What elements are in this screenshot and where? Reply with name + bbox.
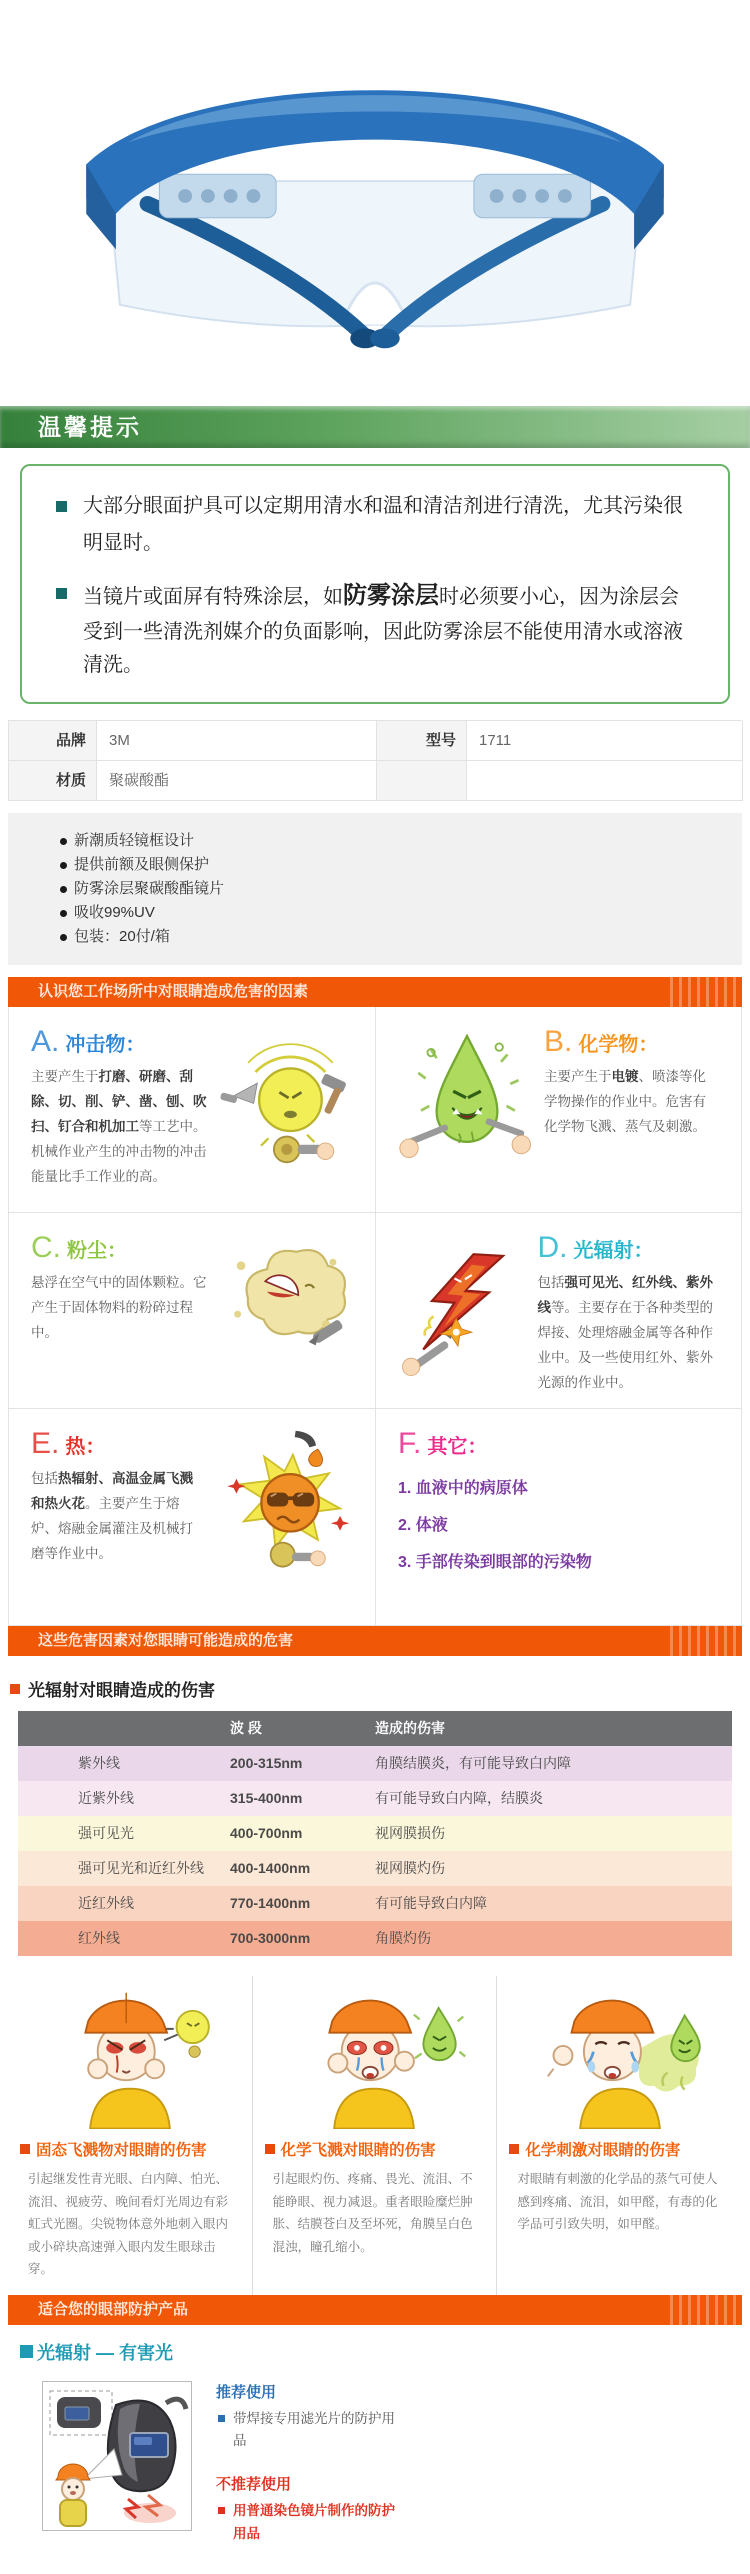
spec-label: 型号 <box>377 721 467 761</box>
hazard-cell-dust <box>9 1213 375 1409</box>
tip-item <box>52 490 698 563</box>
square-bullet-icon <box>509 2144 519 2154</box>
hazard-heading: A. 冲击物： <box>31 1025 146 1059</box>
spec-value: 3M <box>97 721 377 761</box>
spec-label: 材质 <box>9 761 97 801</box>
square-bullet-icon <box>10 1684 20 1694</box>
hazard-heading: E. 热： <box>31 1427 106 1461</box>
table-row: 强可见光和近红外线 400-1400nm 视网膜灼伤 <box>18 1851 732 1886</box>
other-hazard-list <box>398 1471 719 1581</box>
list-item: 吸收99%UV <box>60 901 722 925</box>
table-row: 近红外线 770-1400nm 有可能导致白内障 <box>18 1886 732 1921</box>
dot-bullet-icon <box>60 862 67 869</box>
table-header-row: 波 段 造成的伤害 <box>18 1711 732 1746</box>
heat-illustration <box>205 1427 353 1575</box>
recommended-block <box>216 2381 466 2454</box>
worker-chemical-vapor-illustration <box>525 1981 715 2129</box>
small-square-bullet-icon <box>218 2507 225 2514</box>
impact-illustration <box>215 1039 353 1177</box>
dot-bullet-icon <box>60 910 67 917</box>
hazard-cell-heat <box>9 1409 375 1625</box>
tip-text: 当镜片或面屏有特殊涂层，如防雾涂层时必须要小心，因为涂层会受到一些清洗剂媒介的负面影响，因此防雾涂层不能使用清水或溶液清洗。 <box>83 582 683 677</box>
bottom-whitespace <box>0 2546 750 2574</box>
injury-column-solid <box>8 1976 253 2295</box>
table-row: 红外线 700-3000nm 角膜灼伤 <box>18 1921 732 1956</box>
injury-column-chemical-splash <box>253 1976 498 2295</box>
spec-label: 品牌 <box>9 721 97 761</box>
injury-title: 化学刺激对眼睛的伤害 <box>509 2138 730 2160</box>
list-item: 新潮质轻镜框设计 <box>60 829 722 853</box>
radiation-harm-section <box>0 1656 750 1964</box>
hazard-body: 悬浮在空气中的固体颗粒。它产生于固体物料的粉碎过程中。 <box>31 1275 207 1341</box>
injury-title: 化学飞溅对眼睛的伤害 <box>265 2138 485 2160</box>
hazard-section-banner: 认识您工作场所中对眼睛造成危害的因素 <box>8 977 742 1007</box>
hazard-body: 包括热辐射、高温金属飞溅和热火花。主要产生于熔炉、熔融金属灌注及机械打磨等作业中。 <box>31 1471 193 1561</box>
radiation-table-title: 光辐射对眼睛造成的伤害 <box>10 1676 740 1701</box>
list-item: 2. 体液 <box>398 1516 448 1534</box>
not-recommended-item: 用普通染色镜片制作的防护用品 <box>216 2500 406 2546</box>
injury-column-chemical-irritation <box>497 1976 742 2295</box>
spec-value <box>467 761 743 801</box>
hazard-cell-other <box>375 1409 741 1625</box>
radiation-table <box>18 1711 732 1956</box>
spec-label <box>377 761 467 801</box>
list-item: 防雾涂层聚碳酸酯镜片 <box>60 877 722 901</box>
spec-table <box>8 720 742 801</box>
tips-box <box>20 464 730 704</box>
table-row: 紫外线 200-315nm 角膜结膜炎，有可能导致白内障 <box>18 1746 732 1781</box>
recommended-item: 带焊接专用滤光片的防护用品 <box>216 2408 406 2454</box>
square-bullet-icon <box>56 588 67 599</box>
list-item: 包装：20付/箱 <box>60 925 722 949</box>
not-recommended-block <box>216 2473 466 2546</box>
injury-title: 固态飞溅物对眼睛的伤害 <box>20 2138 240 2160</box>
safety-glasses-photo <box>45 18 705 374</box>
tips-banner: 温馨提示 <box>0 406 750 448</box>
worker-chemical-splash-illustration <box>279 1981 469 2129</box>
square-bullet-icon <box>20 2345 33 2358</box>
injury-body: 引起眼灼伤、疼痛、畏光、流泪、不能睁眼、视力减退。重者眼睑糜烂肿胀、结膜苍白及至坏死，角膜呈白色混浊，瞳孔缩小。 <box>272 2172 473 2254</box>
hazard-cell-chemical <box>375 1007 741 1213</box>
square-bullet-icon <box>265 2144 275 2154</box>
hazard-heading: F. 其它： <box>398 1427 488 1461</box>
spec-value: 1711 <box>467 721 743 761</box>
list-item: 3. 手部传染到眼部的污染物 <box>398 1553 592 1571</box>
not-recommended-label: 不推荐使用 <box>216 2476 292 2494</box>
hazard-body: 包括强可见光、红外线、紫外线等。主要存在于各种类型的焊接、处理熔融金属等各种作业中。及一些使用红外、紫外光源的作业中。 <box>537 1275 713 1391</box>
spec-value: 聚碳酸酯 <box>97 761 377 801</box>
dust-illustration <box>222 1231 352 1361</box>
worker-solid-particle-illustration <box>35 1981 225 2129</box>
protection-section <box>0 2325 750 2547</box>
recommended-label: 推荐使用 <box>216 2383 277 2401</box>
injury-body: 引起继发性青光眼、白内障、怕光、流泪、视疲劳、晚间看灯光周边有彩虹式光圈。尖锐物体意外地刺入眼内或小碎块高速弹入眼内发生眼球击穿。 <box>28 2172 229 2277</box>
list-item: 提供前额及眼侧保护 <box>60 853 722 877</box>
welding-helmet-illustration <box>42 2381 192 2531</box>
tip-text: 大部分眼面护具可以定期用清水和温和清洁剂进行清洗，尤其污染很明显时。 <box>83 495 683 554</box>
harm-section-banner: 这些危害因素对您眼睛可能造成的危害 <box>8 1626 742 1656</box>
tip-item <box>52 577 698 683</box>
table-row: 强可见光 400-700nm 视网膜损伤 <box>18 1816 732 1851</box>
square-bullet-icon <box>56 501 67 512</box>
injury-body: 对眼睛有刺激的化学品的蒸气可使人感到疼痛、流泪，如甲醛，有毒的化学品可引致失明，如甲醛。 <box>517 2172 718 2232</box>
hazard-cell-radiation <box>375 1213 741 1409</box>
hazard-body: 主要产生于打磨、研磨、刮除、切、削、铲、凿、刨、吹扫、钉合和机加工等工艺中。机械作业产生的冲击物的冲击能量比手工作业的高。 <box>31 1069 207 1185</box>
table-row: 近紫外线 315-400nm 有可能导致白内障，结膜炎 <box>18 1781 732 1816</box>
dot-bullet-icon <box>60 838 67 845</box>
feature-list <box>8 813 742 965</box>
hazard-body: 主要产生于电镀、喷漆等化学物操作的作业中。危害有化学物飞溅、蒸气及刺激。 <box>544 1069 706 1135</box>
injury-columns <box>8 1976 742 2295</box>
protection-heading: 光辐射 — 有害光 <box>20 2339 730 2365</box>
hazard-heading: B. 化学物： <box>544 1025 659 1059</box>
products-section-banner: 适合您的眼部防护产品 <box>8 2295 742 2325</box>
dot-bullet-icon <box>60 886 67 893</box>
square-bullet-icon <box>20 2144 30 2154</box>
hazard-grid <box>8 1007 742 1626</box>
dot-bullet-icon <box>60 934 67 941</box>
radiation-illustration <box>399 1249 529 1379</box>
small-square-bullet-icon <box>218 2415 225 2422</box>
hazard-heading: C. 粉尘： <box>31 1231 127 1265</box>
hazard-cell-impact <box>9 1007 375 1213</box>
product-photo-area <box>0 0 750 392</box>
hazard-heading: D. 光辐射： <box>537 1231 654 1265</box>
list-item: 1. 血液中的病原体 <box>398 1480 528 1498</box>
chemical-illustration <box>398 1025 536 1163</box>
